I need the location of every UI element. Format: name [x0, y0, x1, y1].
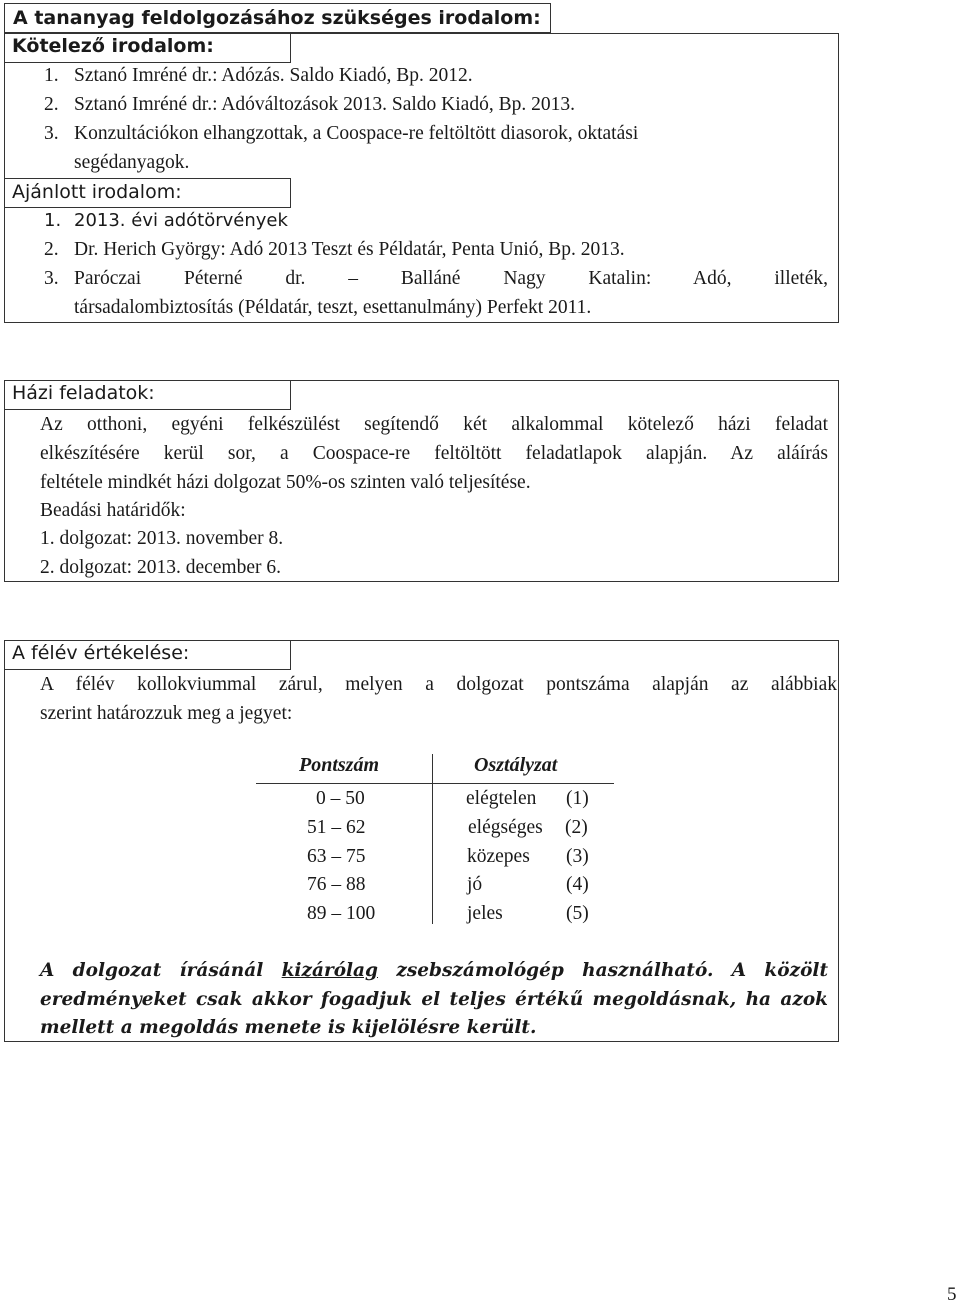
- deadline-1: 1. dolgozat: 2013. november 8.: [40, 528, 284, 549]
- evaluation-heading: A félév értékelése:: [12, 642, 190, 664]
- grade-range-4: 76 – 88: [307, 874, 366, 895]
- recommended-heading: Ajánlott irodalom:: [12, 181, 182, 203]
- required-heading: Kötelező irodalom:: [12, 35, 214, 57]
- kizarolag-emphasis: kizárólag: [281, 960, 378, 981]
- required-item-3-cont: segédanyagok.: [74, 152, 190, 173]
- grade-num-1: (1): [566, 788, 589, 809]
- grade-num-3: (3): [566, 846, 589, 867]
- required-heading-box: [4, 33, 291, 63]
- grade-name-3: közepes: [467, 846, 530, 867]
- homework-line-2: elkészítésére kerül sor, a Coospace-re feltöltött feladatlapok alapján. Az aláírás: [40, 443, 828, 464]
- grade-range-2: 51 – 62: [307, 817, 366, 838]
- grade-num-4: (4): [566, 874, 589, 895]
- grade-col-points: Pontszám: [299, 754, 380, 776]
- homework-line-1: Az otthoni, egyéni felkészülést segítendő két alkalommal kötelező házi feladat: [40, 414, 828, 435]
- homework-heading: Házi feladatok:: [12, 382, 155, 404]
- grade-num-2: (2): [565, 817, 588, 838]
- grade-range-5: 89 – 100: [307, 903, 376, 924]
- deadline-2: 2. dolgozat: 2013. december 6.: [40, 557, 281, 578]
- homework-heading-box: [4, 380, 291, 410]
- grade-header-rule: [256, 783, 614, 784]
- recommended-heading-box: [4, 178, 291, 208]
- grade-name-2: elégséges: [468, 817, 543, 838]
- literature-title-box: [4, 3, 551, 33]
- grade-name-1: elégtelen: [466, 788, 537, 809]
- literature-title: A tananyag feldolgozásához szükséges irodalom:: [13, 7, 541, 29]
- required-item-1: 1. Sztanó Imréné dr.: Adózás. Saldo Kiadó, Bp. 2012.: [44, 65, 473, 86]
- grade-column-rule: [432, 754, 433, 924]
- recommended-item-3: 3. Paróczai Péterné dr. – Balláné Nagy Katalin: Adó, illeték,: [44, 268, 828, 289]
- evaluation-line-1: A félév kollokviummal zárul, melyen a dolgozat pontszáma alapján az alábbiak: [40, 674, 837, 695]
- grade-num-5: (5): [566, 903, 589, 924]
- evaluation-heading-box: [4, 640, 291, 670]
- recommended-item-1: 1. 2013. évi adótörvények: [44, 210, 288, 231]
- evaluation-line-2: szerint határozzuk meg a jegyet:: [40, 703, 293, 724]
- recommended-item-3-cont: társadalombiztosítás (Példatár, teszt, esettanulmány) Perfekt 2011.: [74, 297, 592, 318]
- page-number: 5: [947, 1284, 957, 1305]
- grade-col-grade: Osztályzat: [474, 754, 558, 776]
- grade-range-3: 63 – 75: [307, 846, 366, 867]
- required-item-3: 3. Konzultációkon elhangzottak, a Coospace-re feltöltött diasorok, oktatási: [44, 123, 639, 144]
- grade-range-1: 0 – 50: [316, 788, 365, 809]
- grade-name-5: jeles: [467, 903, 503, 924]
- recommended-item-2: 2. Dr. Herich György: Adó 2013 Teszt és Példatár, Penta Unió, Bp. 2013.: [44, 239, 625, 260]
- calculator-note-line-1: A dolgozat írásánál kizárólag zsebszámológép használható. A közölt: [40, 960, 828, 981]
- grade-name-4: jó: [467, 874, 483, 895]
- calculator-note-line-3: mellett a megoldás menete is kijelölésre került.: [40, 1017, 537, 1038]
- homework-line-3: feltétele mindkét házi dolgozat 50%-os szinten való teljesítése.: [40, 472, 531, 493]
- deadlines-label: Beadási határidők:: [40, 500, 186, 521]
- calculator-note-line-2: eredményeket csak akkor fogadjuk el teljes értékű megoldásnak, ha azok: [40, 989, 828, 1010]
- required-item-2: 2. Sztanó Imréné dr.: Adóváltozások 2013. Saldo Kiadó, Bp. 2013.: [44, 94, 575, 115]
